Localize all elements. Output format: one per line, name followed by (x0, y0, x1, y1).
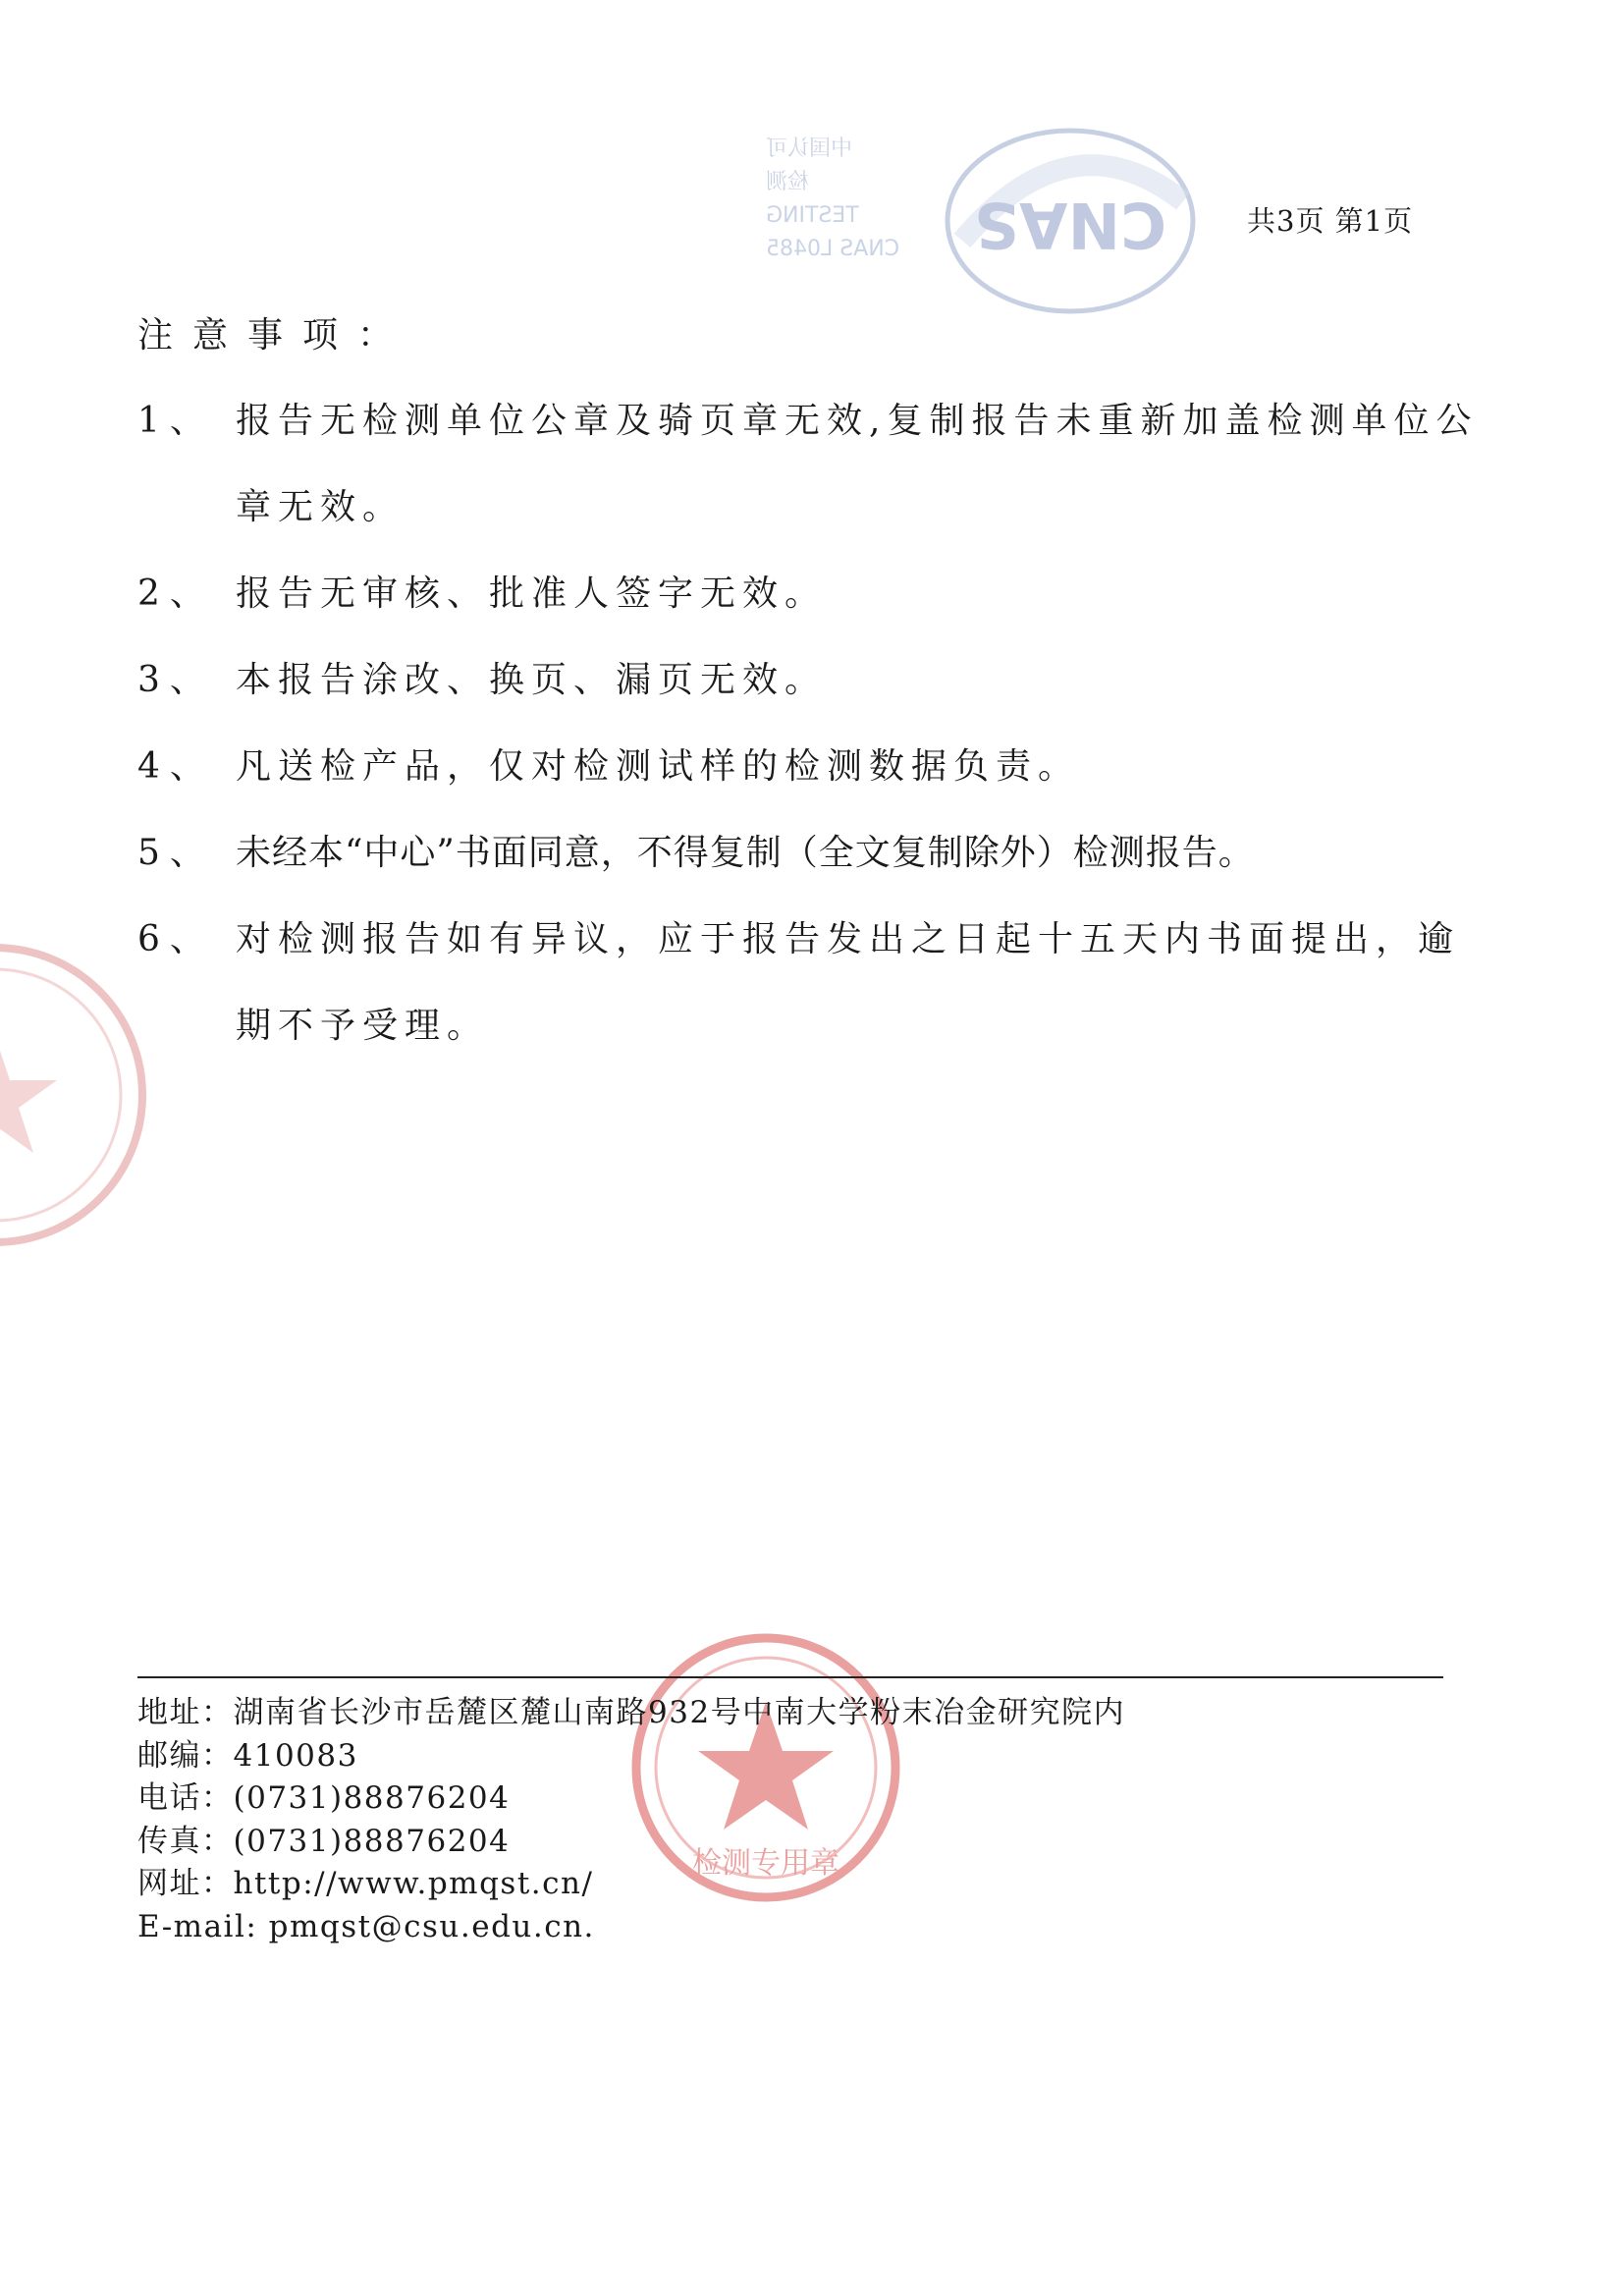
item-text: 本报告涂改、换页、漏页无效。 (236, 660, 828, 700)
item-number: 1、 (137, 401, 215, 441)
page-number: 共3页 第1页 (1247, 204, 1414, 238)
notice-title: 注意事项： (137, 315, 413, 355)
footer-postcode: 邮编：410083 (137, 1737, 358, 1774)
footer-address: 地址：湖南省长沙市岳麓区麓山南路932号中南大学粉末冶金研究院内 (137, 1695, 1126, 1730)
svg-text:检测专用章: 检测专用章 (692, 1846, 839, 1881)
item-number: 5、 (137, 833, 215, 873)
footer-divider (137, 1676, 1443, 1678)
notice-list (137, 378, 1483, 1069)
item-text: 报告无审核、批准人签字无效。 (236, 574, 828, 614)
cnas-seal-text: 中国认可 检测 TESTING CNAS L0485 (766, 137, 900, 261)
item-number: 4、 (137, 746, 215, 787)
left-red-seal (0, 933, 157, 1257)
item-number: 3、 (137, 660, 215, 700)
item-text: 未经本“中心”书面同意，不得复制（全文复制除外）检测报告。 (236, 833, 1255, 873)
notice-item-6 (137, 897, 1483, 1069)
footer-fax: 传真：(0731)88876204 (137, 1823, 511, 1859)
notice-item-1 (137, 378, 1483, 551)
footer-website[interactable]: 网址：http://www.pmqst.cn/ (137, 1866, 594, 1901)
notice-item-4 (137, 724, 1483, 810)
footer-contact (137, 1692, 1125, 1948)
notice-item-2 (137, 551, 1483, 637)
item-number: 2、 (137, 574, 215, 614)
svg-text:CNAS: CNAS (973, 188, 1167, 260)
footer-email[interactable]: E-mail: pmqst@csu.edu.cn. (137, 1908, 595, 1944)
cnas-logo-seal (943, 123, 1198, 319)
item-number: 6、 (137, 919, 215, 959)
notice-item-3 (137, 637, 1483, 724)
item-text: 凡送检产品，仅对检测试样的检测数据负责。 (236, 746, 1081, 787)
item-text: 报告无检测单位公章及骑页章无效,复制报告未重新加盖检测单位公章无效。 (236, 401, 1479, 527)
notice-item-5 (137, 810, 1483, 897)
item-text: 对检测报告如有异议，应于报告发出之日起十五天内书面提出，逾期不予受理。 (236, 919, 1461, 1046)
footer-phone: 电话：(0731)88876204 (137, 1780, 511, 1816)
